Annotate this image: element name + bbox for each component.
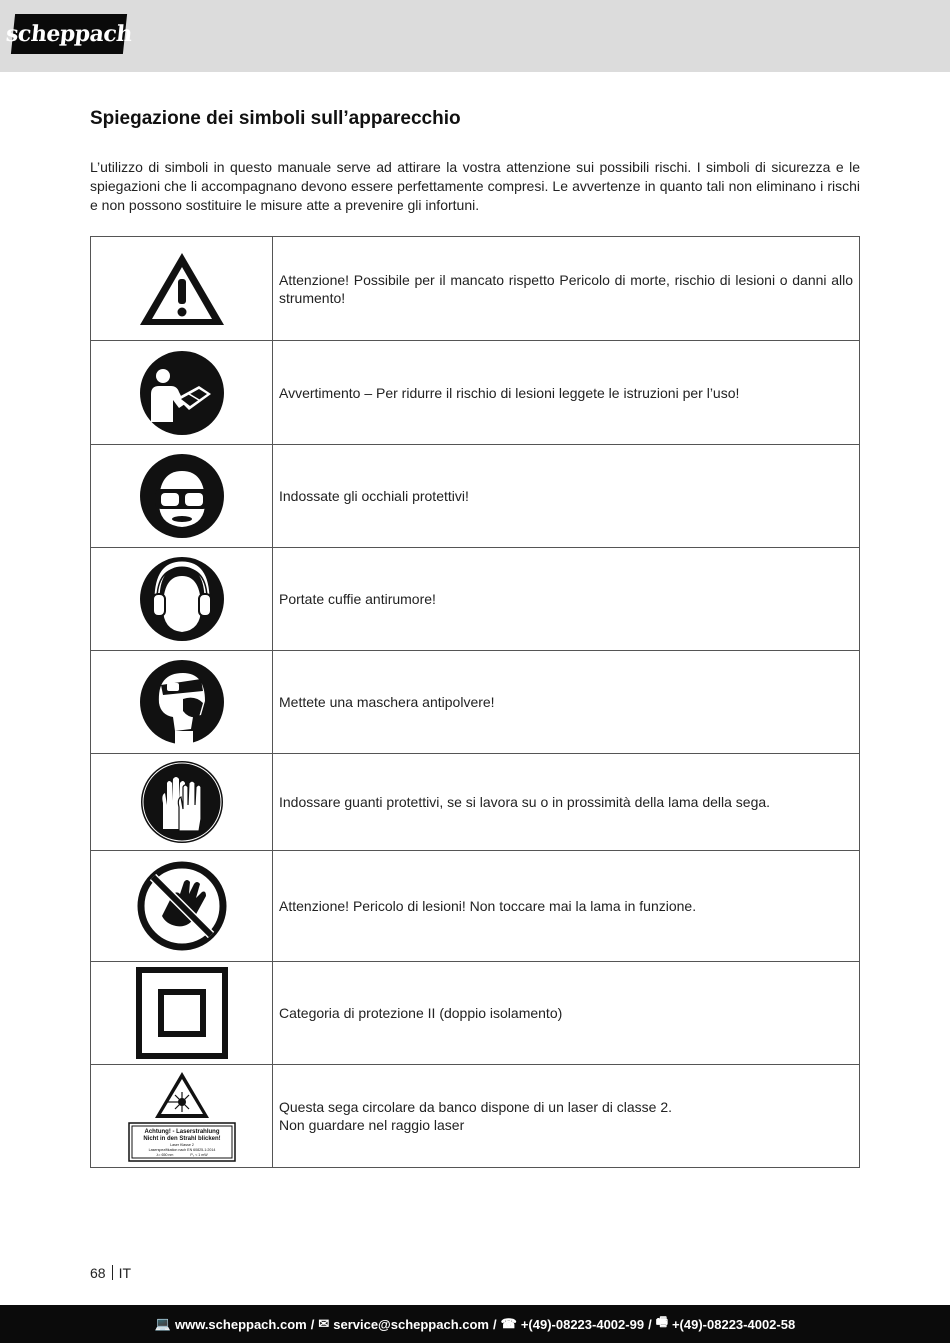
laser-description-line2: Non guardare nel raggio laser	[279, 1117, 465, 1133]
symbol-description: Portate cuffie antirumore!	[273, 548, 860, 651]
page-title: Spiegazione dei simboli sull’apparecchio	[90, 108, 461, 129]
computer-icon: 💻	[154, 1316, 171, 1331]
laser-label-wavelength: λ= 650 nm	[156, 1153, 173, 1157]
safety-goggles-icon	[139, 453, 225, 539]
symbol-cell	[91, 851, 273, 962]
table-row	[91, 754, 860, 851]
page-number	[90, 1265, 131, 1281]
table-row	[91, 237, 860, 341]
symbol-description	[273, 1065, 860, 1168]
table-row	[91, 651, 860, 754]
table-row	[91, 548, 860, 651]
laser-warning-icon	[127, 1070, 237, 1162]
fax-icon: 🖷	[655, 1314, 668, 1329]
symbols-table	[90, 236, 860, 1168]
laser-label-line3: Laser Klasse 2	[169, 1143, 194, 1147]
read-manual-icon	[139, 350, 225, 436]
email-link[interactable]: service@scheppach.com	[333, 1316, 489, 1332]
symbol-description: Avvertimento – Per ridurre il rischio di lesioni leggete le istruzioni per l’uso!	[273, 341, 860, 445]
symbol-cell	[91, 445, 273, 548]
symbol-cell	[91, 341, 273, 445]
footer-separator: /	[493, 1316, 497, 1332]
symbol-cell	[91, 754, 273, 851]
scheppach-logo	[4, 14, 134, 54]
email-icon: ✉	[318, 1316, 330, 1331]
footer-separator: /	[648, 1316, 652, 1332]
intro-paragraph: L’utilizzo di simboli in questo manuale serve ad attirare la vostra attenzione sui possibili rischi. I simboli di sicurezza e le spiegazioni che li accompagnano devono essere perfettamente compresi. Le avvertenze in quanto tali non eliminano i rischi e non possono sostituire le misure atte a prevenire gli infortuni.	[90, 159, 860, 213]
language-code: IT	[118, 1265, 132, 1281]
symbol-description: Attenzione! Possibile per il mancato rispetto Pericolo di morte, rischio di lesioni o danni allo strumento!	[273, 237, 860, 341]
page-number-value: 68	[90, 1265, 106, 1281]
table-row	[91, 962, 860, 1065]
ear-protection-icon	[139, 556, 225, 642]
symbol-description: Mettete una maschera antipolvere!	[273, 651, 860, 754]
laser-label-line1: Achtung! - Laserstrahlung	[143, 1129, 220, 1135]
symbol-cell	[91, 962, 273, 1065]
protective-gloves-icon	[139, 759, 225, 845]
laser-label-line4: Laserspezifikation nach EN 60825-1:2014	[148, 1148, 215, 1152]
footer-separator: /	[310, 1316, 315, 1332]
warning-triangle-icon	[137, 249, 227, 329]
symbol-cell	[91, 237, 273, 341]
symbol-description: Indossare guanti protettivi, se si lavora su o in prossimità della lama della sega.	[273, 754, 860, 851]
phone-icon: ☎	[500, 1316, 517, 1331]
symbol-description: Attenzione! Pericolo di lesioni! Non toccare mai la lama in funzione.	[273, 851, 860, 962]
page-header	[0, 0, 950, 72]
contact-footer	[0, 1305, 950, 1343]
symbol-cell	[91, 548, 273, 651]
divider	[112, 1265, 113, 1280]
table-row	[91, 341, 860, 445]
symbol-cell	[91, 1065, 273, 1168]
do-not-touch-icon	[136, 860, 228, 952]
laser-label-line2: Nicht in den Strahl blicken!	[142, 1136, 221, 1142]
dust-mask-icon	[139, 659, 225, 745]
table-row	[91, 851, 860, 962]
symbol-description: Indossate gli occhiali protettivi!	[273, 445, 860, 548]
table-row	[91, 1065, 860, 1168]
table-row	[91, 445, 860, 548]
symbol-cell	[91, 651, 273, 754]
laser-label-power: P₀ < 1 mW	[189, 1153, 208, 1157]
logo-text: scheppach	[4, 21, 134, 47]
laser-description-line1: Questa sega circolare da banco dispone di un laser di classe 2.	[279, 1099, 673, 1115]
phone-number: +(49)-08223-4002-99	[520, 1316, 645, 1332]
protection-class-ii-icon	[136, 967, 228, 1059]
website-link[interactable]: www.scheppach.com	[174, 1316, 307, 1332]
fax-number: +(49)-08223-4002-58	[671, 1316, 796, 1332]
symbol-description: Categoria di protezione II (doppio isolamento)	[273, 962, 860, 1065]
